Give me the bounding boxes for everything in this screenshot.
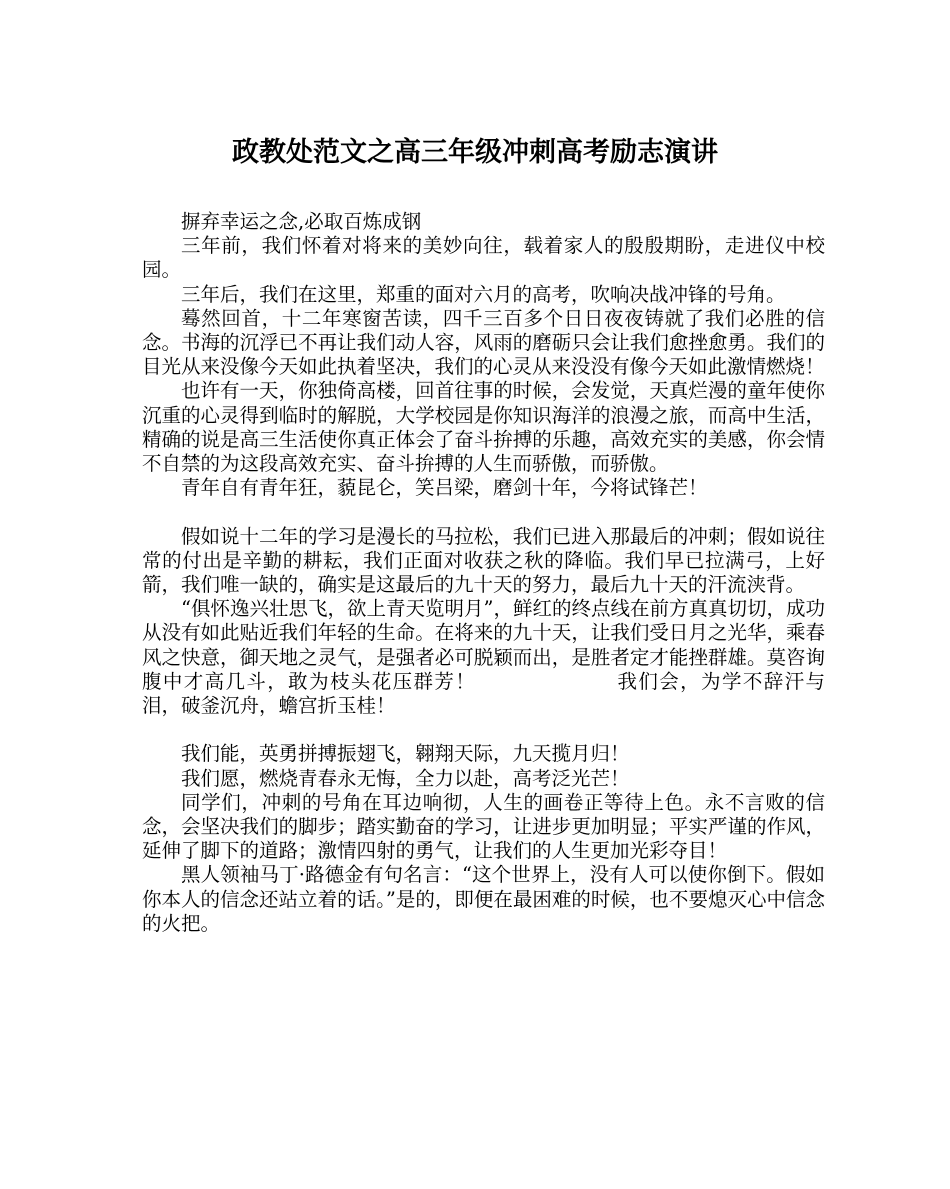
paragraph: 也许有一天，你独倚高楼，回首往事的时候，会发觉，天真烂漫的童年使你沉重的心灵得到临时的解脱，大学校园是你知识海洋的浪漫之旅，而高中生活，精确的说是高三生活使你真正体会了奋斗拚搏的乐趣，高效充实的美感，你会情不自禁的为这段高效充实、奋斗拚搏的人生而骄傲，而骄傲。	[142, 379, 825, 476]
paragraph: 青年自有青年狂，藐昆仑，笑吕梁，磨剑十年，今将试锋芒！	[181, 476, 708, 500]
document-title: 政教处范文之高三年级冲刺高考励志演讲	[232, 137, 718, 168]
paragraph: 黑人领袖马丁·路德金有句名言：“这个世界上，没有人可以使你倒下。假如你本人的信念还站立着的话。”是的，即便在最困难的时候，也不要熄灭心中信念的火把。	[142, 863, 825, 935]
paragraph: 同学们，冲刺的号角在耳边响彻，人生的画卷正等待上色。永不言败的信念，会坚决我们的脚步；踏实勤奋的学习，让进步更加明显；平实严谨的作风，延伸了脚下的道路；激情四射的勇气，让我们的人生更加光彩夺目！	[142, 790, 825, 863]
paragraph	[142, 597, 825, 718]
paragraph: 三年前，我们怀着对将来的美妙向往，载着家人的殷殷期盼，走进仪中校园。	[142, 234, 825, 282]
blank-line	[142, 718, 825, 742]
paragraph: 假如说十二年的学习是漫长的马拉松，我们已进入那最后的冲刺；假如说往常的付出是辛勤的耕耘，我们正面对收获之秋的降临。我们早已拉满弓，上好箭，我们唯一缺的，确实是这最后的九十天的努力，最后九十天的汗流浃背。	[142, 524, 825, 597]
paragraph: 我们能，英勇拼搏振翅飞，翱翔天际，九天揽月归！	[181, 742, 630, 766]
paragraph: 三年后，我们在这里，郑重的面对六月的高考，吹响决战冲锋的号角。	[181, 282, 786, 306]
blank-line	[142, 500, 825, 524]
paragraph: 我们愿，燃烧青春永无悔，全力以赴，高考泛光芒！	[181, 766, 630, 790]
document-body	[142, 210, 825, 936]
paragraph-text: “俱怀逸兴壮思飞，欲上青天览明月”，鲜红的终点线在前方真真切切，成功从没有如此贴近我们年轻的生命。在将来的九十天，让我们受日月之光华，乘春风之快意，御天地之灵气，是强者必可脱颖而出，是胜者定才能挫群雄。莫咨询腹中才高几斗，敢为枝头花压群芳！	[142, 597, 825, 693]
paragraph-text-inline: 我们会，为学不辞汗与泪，破釜沉舟，蟾宫折玉桂！	[142, 669, 825, 718]
paragraph-heading-line: 摒弃幸运之念,必取百炼成钢	[181, 210, 422, 233]
paragraph: 蓦然回首，十二年寒窗苦读，四千三百多个日日夜夜铸就了我们必胜的信念。书海的沉浮已不再让我们动人容，风雨的磨砺只会让我们愈挫愈勇。我们的目光从来没像今天如此执着坚决，我们的心灵从来没没有像今天如此激情燃烧！	[142, 306, 825, 379]
